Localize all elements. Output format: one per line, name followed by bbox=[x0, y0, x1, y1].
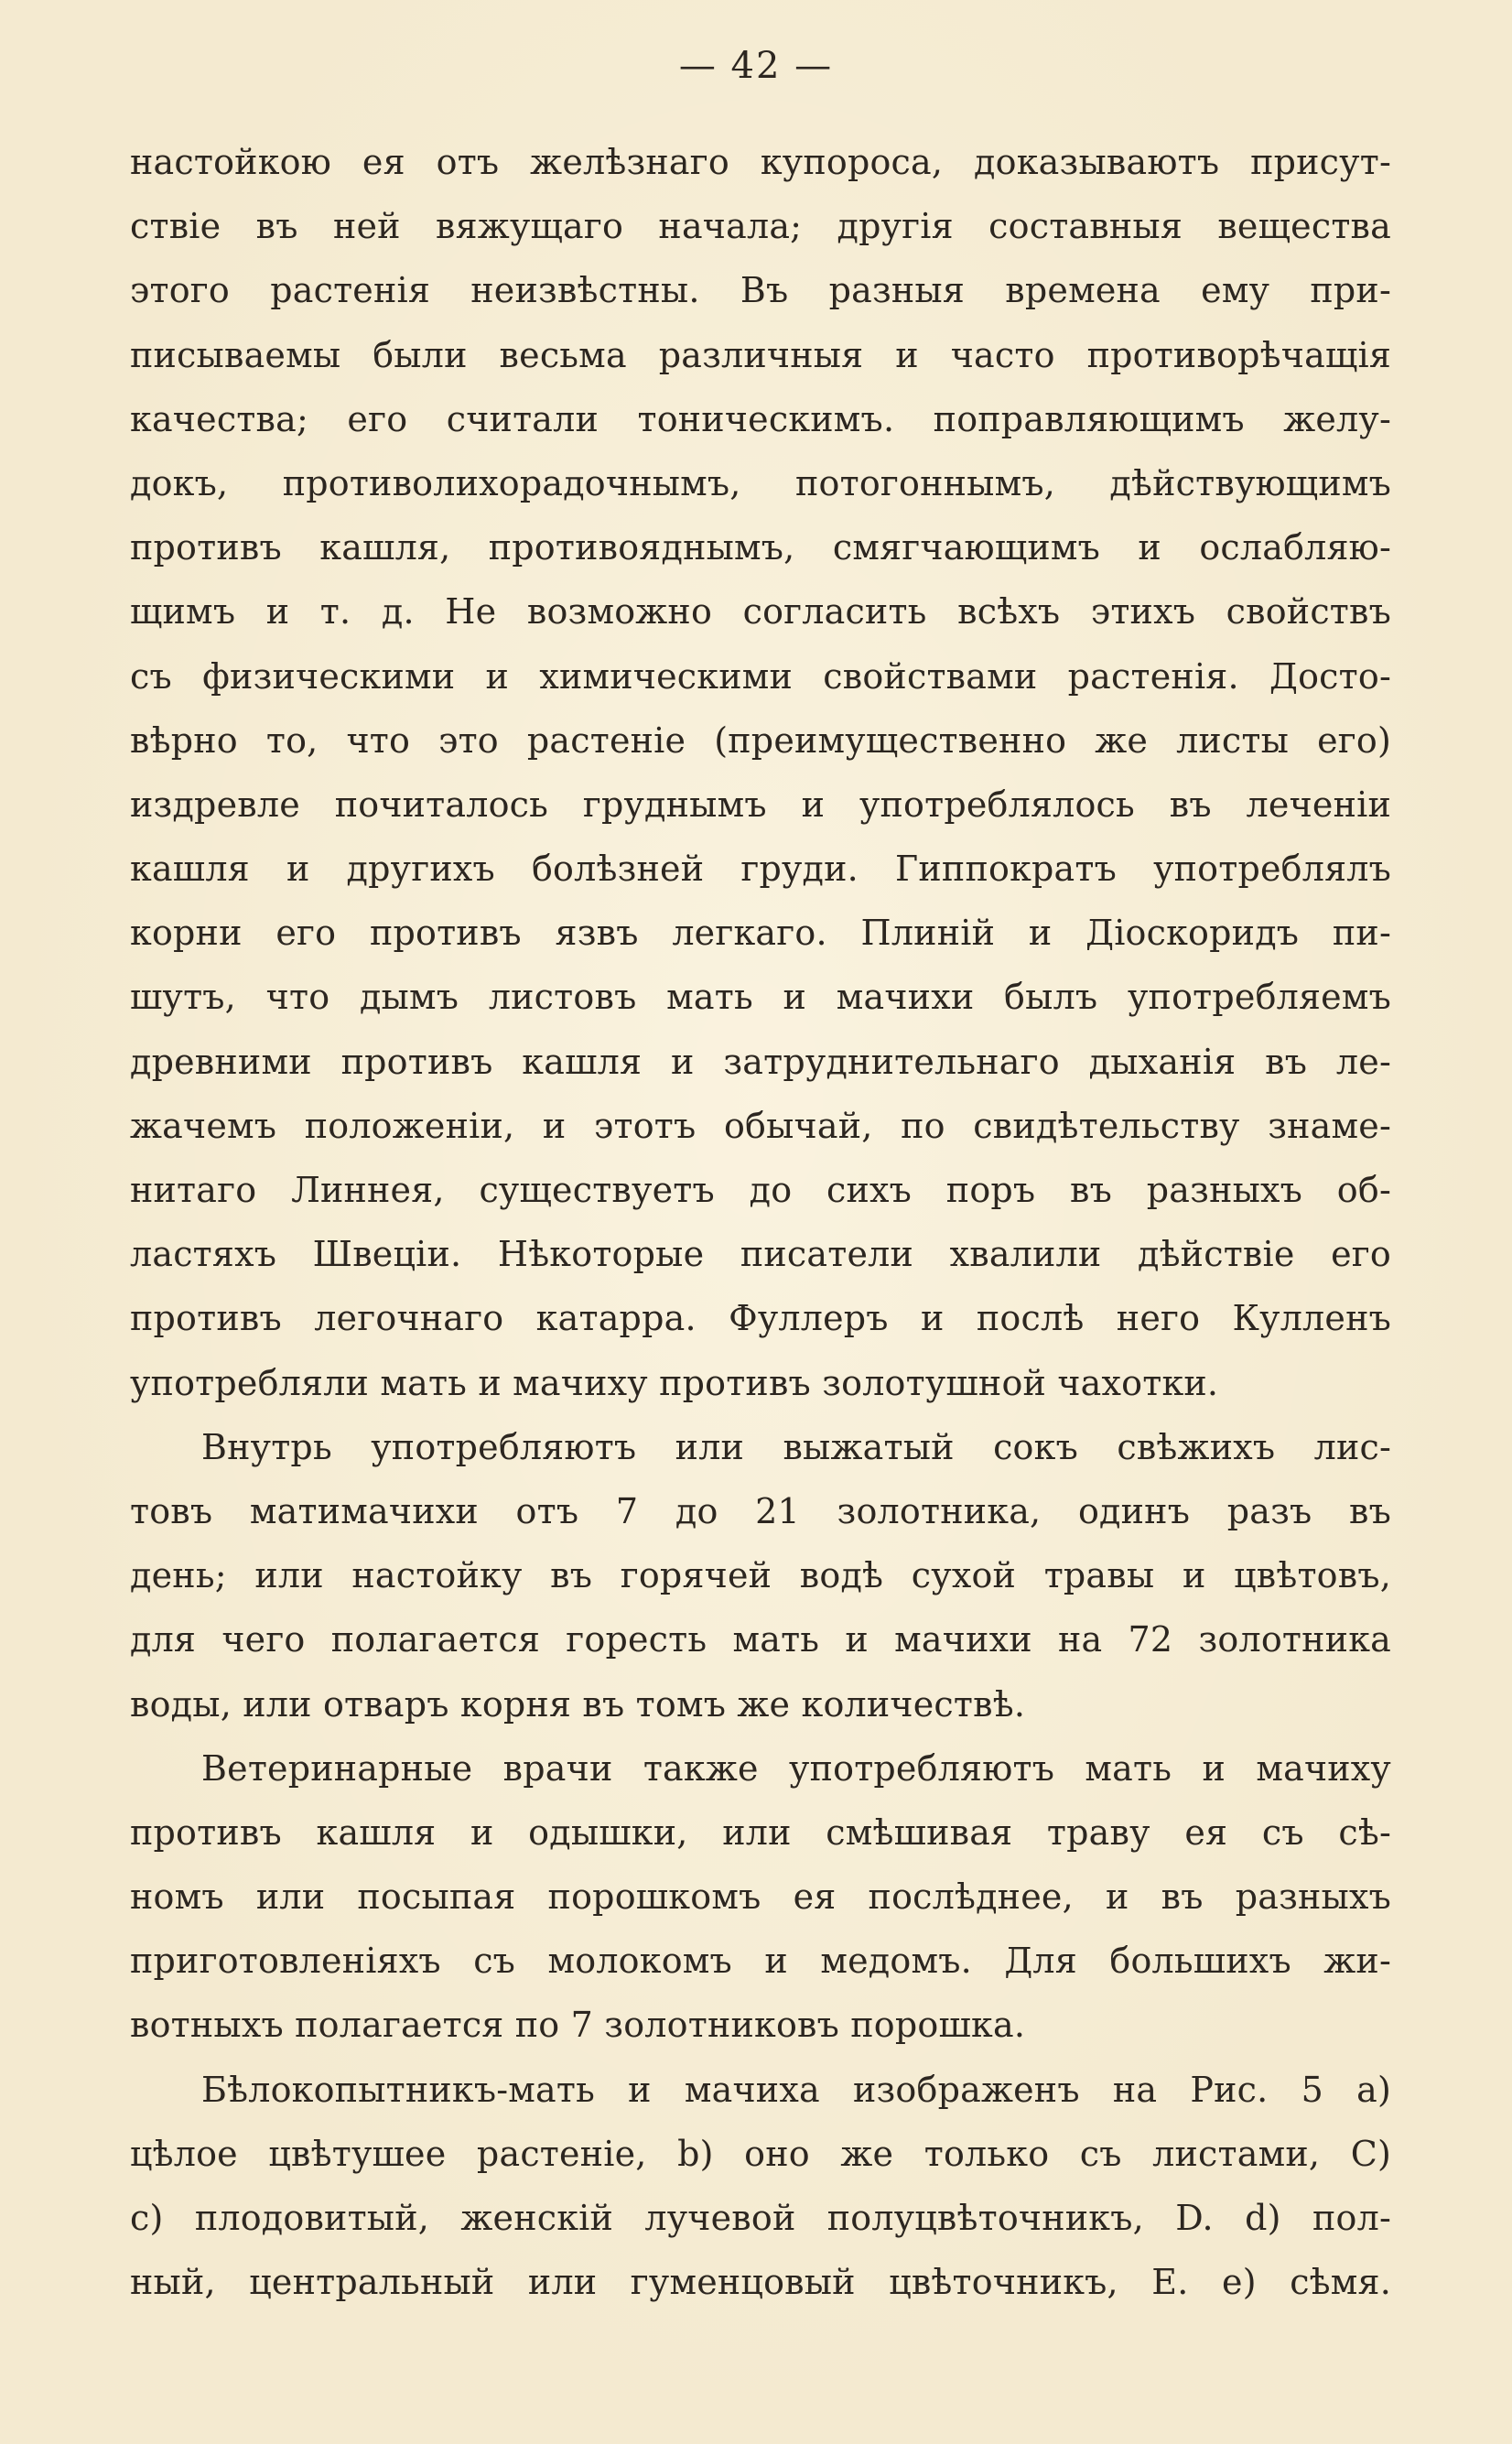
text-line: ствіе въ ней вяжущаго начала; другія составныя вещества bbox=[130, 206, 1391, 247]
paragraph-3 bbox=[130, 1736, 1391, 2058]
text-line: c) плодовитый, женскій лучевой полуцвѣточникъ, D. d) пол- bbox=[130, 2198, 1391, 2238]
text-line: воды, или отваръ корня въ томъ же количествѣ. bbox=[130, 1683, 1026, 1725]
text-line: этого растенія неизвѣстны. Въ разныя времена ему при- bbox=[130, 270, 1391, 311]
text-line: употребляли мать и мачиху противъ золотушной чахотки. bbox=[130, 1362, 1219, 1403]
text-line: противъ кашля и одышки, или смѣшивая траву ея съ сѣ- bbox=[130, 1811, 1391, 1853]
text-line: противъ легочнаго катарра. Фуллеръ и послѣ него Кулленъ bbox=[130, 1298, 1391, 1339]
text-line: щимъ и т. д. Не возможно согласить всѣхъ этихъ свойствъ bbox=[130, 591, 1391, 633]
paragraph-4 bbox=[130, 2058, 1391, 2315]
text-line: писываемы были весьма различныя и часто противорѣчащія bbox=[130, 334, 1391, 375]
text-line: кашля и другихъ болѣзней груди. Гиппократъ употреблялъ bbox=[130, 849, 1391, 890]
text-line: издревле почиталось груднымъ и употреблялось въ леченіи bbox=[130, 784, 1391, 825]
text-line: съ физическими и химическими свойствами растенія. Досто- bbox=[130, 655, 1391, 697]
text-line: шутъ, что дымъ листовъ мать и мачихи былъ употребляемъ bbox=[130, 977, 1391, 1018]
text-line: ный, центральный или гуменцовый цвѣточникъ, Е. e) сѣмя. bbox=[130, 2262, 1391, 2303]
text-line: качества; его считали тоническимъ. поправляющимъ желу- bbox=[130, 398, 1391, 439]
text-line: Бѣлокопытникъ-мать и мачиха изображенъ на Рис. 5 a) bbox=[201, 2069, 1391, 2110]
text-line: цѣлое цвѣтушее растеніе, b) оно же только съ листами, С) bbox=[130, 2133, 1391, 2174]
body-text bbox=[130, 130, 1391, 2314]
text-line: жачемъ положеніи, и этотъ обычай, по свидѣтельству знаме- bbox=[130, 1105, 1391, 1146]
text-line: товъ матимачихи отъ 7 до 21 золотника, одинъ разъ въ bbox=[130, 1490, 1391, 1531]
text-line: день; или настойку въ горячей водѣ сухой травы и цвѣтовъ, bbox=[130, 1555, 1391, 1596]
text-line: Внутрь употребляютъ или выжатый сокъ свѣжихъ лис- bbox=[201, 1426, 1391, 1467]
paragraph-1 bbox=[130, 130, 1391, 1415]
text-line: вотныхъ полагается по 7 золотниковъ порошка. bbox=[130, 2005, 1026, 2046]
text-line: для чего полагается горесть мать и мачихи на 72 золотника bbox=[130, 1619, 1391, 1660]
text-line: настойкою ея отъ желѣзнаго купороса, доказываютъ присут- bbox=[130, 142, 1391, 182]
text-line: противъ кашля, противояднымъ, смягчающимъ и ослабляю- bbox=[130, 527, 1391, 568]
page-number: — 42 — bbox=[678, 45, 834, 87]
text-line: докъ, противолихорадочнымъ, потогоннымъ, дѣйствующимъ bbox=[130, 462, 1391, 503]
paragraph-2 bbox=[130, 1415, 1391, 1736]
text-line: Ветеринарные врачи также употребляютъ мать и мачиху bbox=[201, 1747, 1391, 1789]
text-line: корни его противъ язвъ легкаго. Плиній и Діоскоридъ пи- bbox=[130, 913, 1391, 954]
text-line: древними противъ кашля и затруднительнаго дыханія въ ле- bbox=[130, 1041, 1391, 1082]
text-line: нитаго Линнея, существуетъ до сихъ поръ въ разныхъ об- bbox=[130, 1170, 1391, 1210]
text-line: номъ или посыпая порошкомъ ея послѣднее, и въ разныхъ bbox=[130, 1876, 1391, 1918]
text-line: приготовленіяхъ съ молокомъ и медомъ. Для большихъ жи- bbox=[130, 1941, 1391, 1982]
text-line: ластяхъ Швеціи. Нѣкоторые писатели хвалили дѣйствіе его bbox=[130, 1234, 1391, 1275]
text-line: вѣрно то, что это растеніе (преимущественно же листы его) bbox=[130, 719, 1391, 761]
